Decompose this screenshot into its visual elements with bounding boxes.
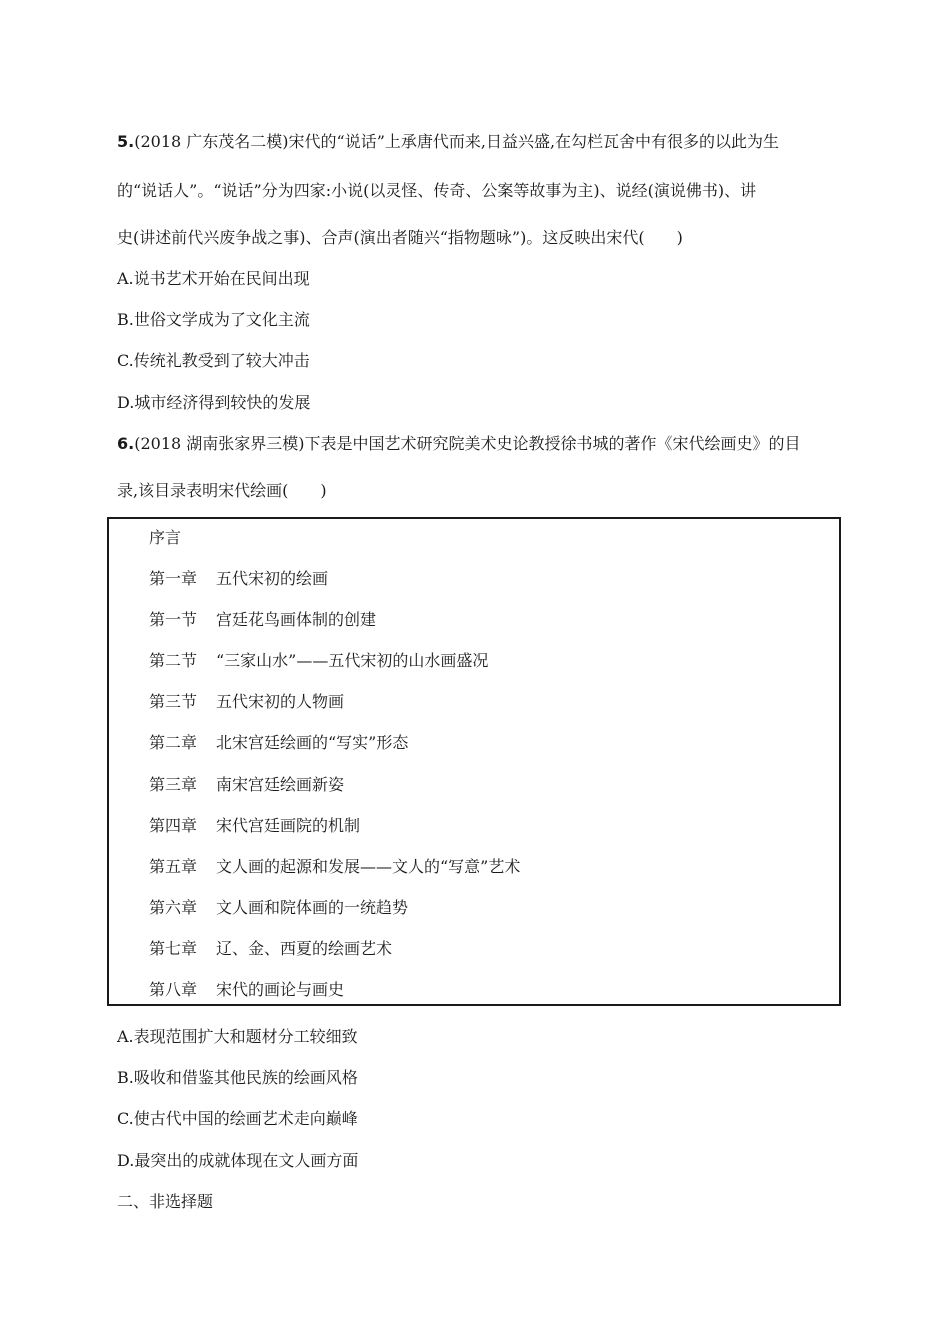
toc-label: 第七章 xyxy=(149,939,198,958)
toc-title: 南宋宫廷绘画新姿 xyxy=(216,775,345,794)
toc-label: 第四章 xyxy=(149,816,198,835)
toc-title: 宋代的画论与画史 xyxy=(216,980,345,999)
q6-line-1 xyxy=(117,434,801,454)
toc-label: 第二节 xyxy=(149,651,198,670)
toc-row xyxy=(149,610,376,630)
q6-option-a: A.表现范围扩大和题材分工较细致 xyxy=(117,1027,358,1046)
toc-row xyxy=(149,733,408,753)
toc-label: 第八章 xyxy=(149,980,198,999)
q5-option-b: B.世俗文学成为了文化主流 xyxy=(117,310,310,329)
toc-row xyxy=(149,857,520,877)
toc-label: 第六章 xyxy=(149,898,198,917)
toc-label: 第五章 xyxy=(149,857,198,876)
q5-option-a: A.说书艺术开始在民间出现 xyxy=(117,269,310,288)
toc-title: 辽、金、西夏的绘画艺术 xyxy=(216,939,393,958)
toc-row xyxy=(149,569,328,589)
q6-option-d: D.最突出的成就体现在文人画方面 xyxy=(117,1151,359,1170)
toc-title: “三家山水”——五代宋初的山水画盛况 xyxy=(216,651,489,670)
toc-table xyxy=(107,517,841,1006)
toc-row xyxy=(149,775,344,795)
q6-option-c: C.使古代中国的绘画艺术走向巅峰 xyxy=(117,1109,358,1128)
toc-label: 第一章 xyxy=(149,569,198,588)
q6-stem-text-1: (2018 湖南张家界三模)下表是中国艺术研究院美术史论教授徐书城的著作《宋代绘画史》的目 xyxy=(134,434,801,453)
q5-option-c: C.传统礼教受到了较大冲击 xyxy=(117,351,310,370)
toc-title: 文人画和院体画的一统趋势 xyxy=(216,898,409,917)
toc-label: 第三节 xyxy=(149,692,198,711)
toc-title: 五代宋初的人物画 xyxy=(216,692,345,711)
toc-row xyxy=(149,651,488,671)
q6-number: 6. xyxy=(117,434,135,453)
toc-row xyxy=(149,939,392,959)
toc-row xyxy=(149,816,360,836)
toc-row xyxy=(149,980,344,1000)
toc-title: 宫廷花鸟画体制的创建 xyxy=(216,610,377,629)
q6-line-2: 录,该目录表明宋代绘画( ) xyxy=(117,481,327,500)
toc-row-preface xyxy=(149,528,216,548)
section-heading: 二、非选择题 xyxy=(117,1192,214,1211)
toc-label: 第二章 xyxy=(149,733,198,752)
q6-option-b: B.吸收和借鉴其他民族的绘画风格 xyxy=(117,1068,358,1087)
toc-label: 第一节 xyxy=(149,610,198,629)
toc-title: 宋代宫廷画院的机制 xyxy=(216,816,361,835)
q5-option-d: D.城市经济得到较快的发展 xyxy=(117,393,311,412)
toc-title: 文人画的起源和发展——文人的“写意”艺术 xyxy=(216,857,521,876)
toc-label: 第三章 xyxy=(149,775,198,794)
q5-line-2: 的“说话人”。“说话”分为四家:小说(以灵怪、传奇、公案等故事为主)、说经(演说佛书)、讲 xyxy=(117,181,757,200)
q5-line-1 xyxy=(117,132,779,152)
q5-line-3: 史(讲述前代兴废争战之事)、合声(演出者随兴“指物题咏”)。这反映出宋代( ) xyxy=(117,228,683,247)
toc-label: 序言 xyxy=(149,528,182,547)
toc-title: 北宋宫廷绘画的“写实”形态 xyxy=(216,733,409,752)
q5-stem-text-1: (2018 广东茂名二模)宋代的“说话”上承唐代而来,日益兴盛,在勾栏瓦舍中有很多的以此为生 xyxy=(134,132,780,151)
toc-title: 五代宋初的绘画 xyxy=(216,569,329,588)
toc-row xyxy=(149,692,344,712)
toc-row xyxy=(149,898,408,918)
q5-number: 5. xyxy=(117,132,135,151)
